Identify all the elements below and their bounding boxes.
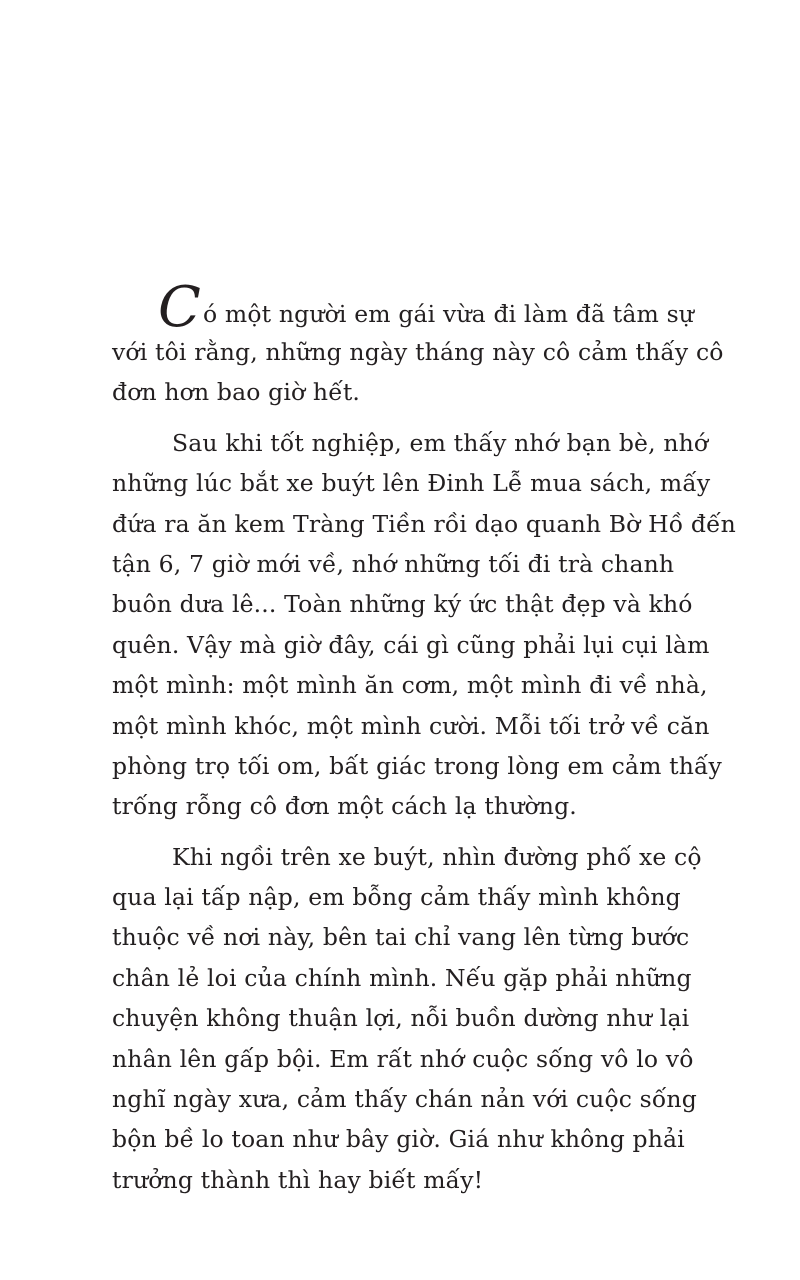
drop-cap: C xyxy=(158,275,201,340)
paragraph-3-line: bộn bề lo toan như bây giờ. Giá như không phải xyxy=(112,1125,685,1154)
first-line-text: ó một người em gái vừa đi làm đã tâm sự xyxy=(203,300,695,328)
paragraph-2-line: Sau khi tốt nghiệp, em thấy nhớ bạn bè, nhớ xyxy=(172,428,709,457)
paragraph-2-line: một mình khóc, một mình cười. Mỗi tối trở về căn xyxy=(112,711,710,740)
paragraph-1 xyxy=(112,275,724,413)
paragraph-3-line: chân lẻ loi của chính mình. Nếu gặp phải những xyxy=(112,963,692,992)
paragraph-1-line: đơn hơn bao giờ hết. xyxy=(112,378,361,407)
paragraph-3-line: chuyện không thuận lợi, nỗi buồn dường như lại xyxy=(112,1004,690,1033)
paragraph-3-line: nhân lên gấp bội. Em rất nhớ cuộc sống vô lo vô xyxy=(112,1044,694,1073)
paragraph-2-line: buôn dưa lê... Toàn những ký ức thật đẹp và khó xyxy=(112,590,693,619)
paragraph-2-line: những lúc bắt xe buýt lên Đinh Lễ mua sách, mấy xyxy=(112,469,711,498)
paragraph-1-line-1 xyxy=(112,275,695,340)
paragraph-3 xyxy=(112,837,702,1201)
paragraph-2-line: trống rỗng cô đơn một cách lạ thường. xyxy=(112,792,577,821)
paragraph-2 xyxy=(112,423,736,827)
paragraph-3-line: thuộc về nơi này, bên tai chỉ vang lên từng bước xyxy=(112,923,690,952)
paragraph-2-line: một mình: một mình ăn cơm, một mình đi về nhà, xyxy=(112,671,708,700)
body-text xyxy=(112,275,736,1200)
paragraph-3-line: trưởng thành thì hay biết mấy! xyxy=(112,1165,484,1194)
paragraph-2-line: phòng trọ tối om, bất giác trong lòng em cảm thấy xyxy=(112,751,722,780)
paragraph-2-line: đứa ra ăn kem Tràng Tiền rồi dạo quanh Bờ Hồ đến xyxy=(112,509,736,538)
paragraph-2-line: quên. Vậy mà giờ đây, cái gì cũng phải lụi cụi làm xyxy=(112,630,710,659)
paragraph-1-line: với tôi rằng, những ngày tháng này cô cảm thấy cô xyxy=(112,338,724,366)
paragraph-3-line: qua lại tấp nập, em bỗng cảm thấy mình không xyxy=(112,883,681,912)
paragraph-2-line: tận 6, 7 giờ mới về, nhớ những tối đi trà chanh xyxy=(112,549,675,578)
paragraph-3-line: Khi ngồi trên xe buýt, nhìn đường phố xe cộ xyxy=(172,842,702,871)
paragraph-3-line: nghĩ ngày xưa, cảm thấy chán nản với cuộc sống xyxy=(112,1085,697,1114)
